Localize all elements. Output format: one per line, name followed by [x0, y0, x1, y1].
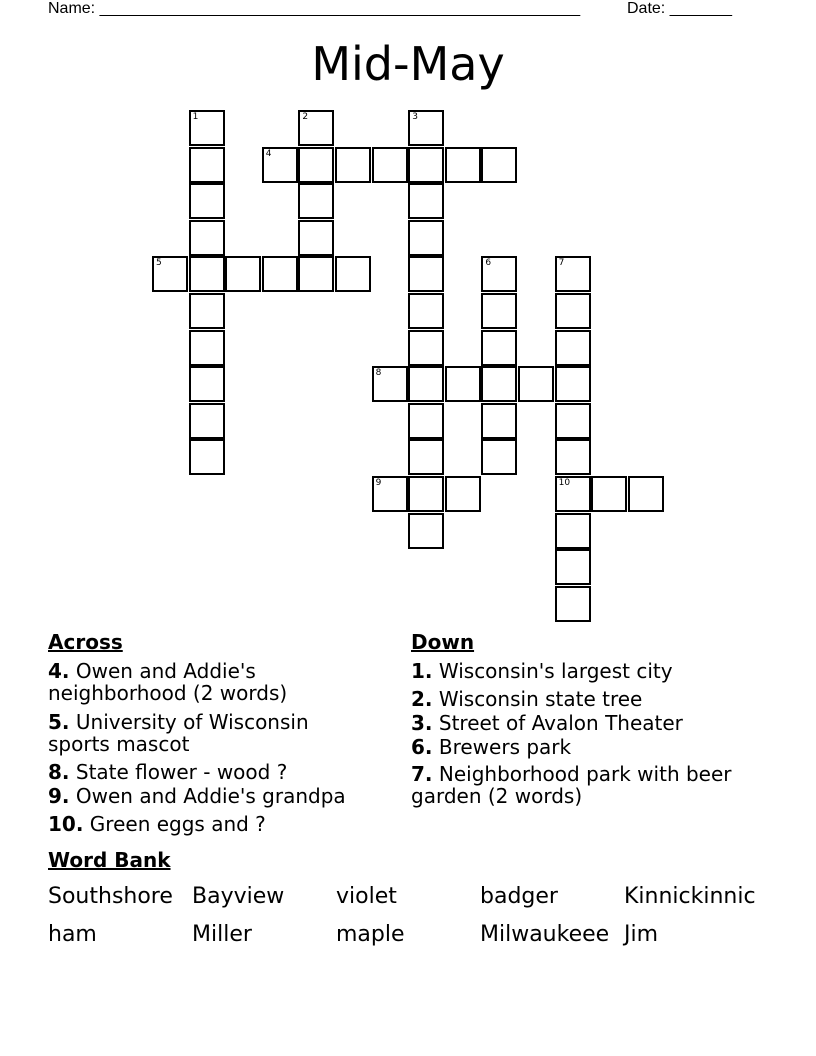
cell-number: 4 — [265, 148, 272, 159]
crossword-cell[interactable] — [189, 183, 225, 219]
word-bank-item: violet — [336, 884, 397, 909]
word-bank-item: badger — [480, 884, 558, 909]
down-clue-7 — [411, 763, 761, 807]
crossword-cell[interactable] — [408, 147, 444, 183]
page-title: Mid-May — [311, 37, 505, 91]
across-clue-10 — [48, 813, 368, 835]
clue-number: 3. — [411, 711, 433, 735]
crossword-cell[interactable] — [408, 330, 444, 366]
crossword-cell[interactable] — [481, 403, 517, 439]
down-clue-6 — [411, 736, 771, 758]
crossword-cell[interactable] — [481, 293, 517, 329]
crossword-cell[interactable] — [555, 256, 591, 292]
cell-number: 8 — [375, 368, 382, 379]
crossword-cell[interactable] — [335, 147, 371, 183]
crossword-cell[interactable] — [152, 256, 188, 292]
crossword-cell[interactable] — [298, 256, 334, 292]
crossword-cell[interactable] — [189, 330, 225, 366]
crossword-cell[interactable] — [262, 256, 298, 292]
crossword-cell[interactable] — [189, 293, 225, 329]
down-heading: Down — [411, 630, 475, 654]
word-bank-item: maple — [336, 922, 405, 947]
crossword-cell[interactable] — [408, 366, 444, 402]
clue-text: Brewers park — [438, 735, 572, 759]
cell-number: 10 — [558, 478, 571, 488]
crossword-cell[interactable] — [298, 110, 334, 146]
clue-number: 5. — [48, 710, 70, 734]
name-field-label: Name: ______________________________________________________ — [48, 0, 581, 17]
crossword-cell[interactable] — [408, 476, 444, 512]
across-heading: Across — [48, 630, 123, 654]
clue-text: Street of Avalon Theater — [438, 711, 683, 735]
clue-text: Neighborhood park with beer garden (2 words) — [411, 762, 732, 808]
word-bank-item: Bayview — [192, 884, 285, 909]
down-clue-2 — [411, 688, 771, 710]
crossword-cell[interactable] — [408, 220, 444, 256]
clue-number: 4. — [48, 659, 70, 683]
crossword-cell[interactable] — [372, 366, 408, 402]
down-clue-3 — [411, 712, 771, 734]
crossword-cell[interactable] — [189, 256, 225, 292]
crossword-cell[interactable] — [372, 147, 408, 183]
word-bank-item: Milwaukeee — [480, 922, 610, 947]
crossword-cell[interactable] — [298, 220, 334, 256]
crossword-cell[interactable] — [189, 147, 225, 183]
word-bank-heading: Word Bank — [48, 848, 171, 872]
cell-number: 9 — [375, 478, 382, 488]
clue-number: 1. — [411, 659, 433, 683]
crossword-cell[interactable] — [189, 220, 225, 256]
crossword-cell[interactable] — [189, 403, 225, 439]
word-bank-item: Southshore — [48, 884, 173, 909]
crossword-cell[interactable] — [408, 110, 444, 146]
crossword-cell[interactable] — [408, 293, 444, 329]
clue-text: State flower - wood ? — [75, 760, 288, 784]
word-bank-item: Jim — [624, 922, 659, 947]
crossword-cell[interactable] — [408, 403, 444, 439]
clue-number: 9. — [48, 784, 70, 808]
clue-text: Wisconsin state tree — [438, 687, 643, 711]
cell-number: 1 — [192, 112, 199, 122]
crossword-cell[interactable] — [372, 476, 408, 512]
crossword-cell[interactable] — [298, 183, 334, 219]
cell-number: 5 — [156, 258, 162, 269]
crossword-cell[interactable] — [481, 330, 517, 366]
crossword-cell[interactable] — [262, 147, 298, 183]
crossword-cell[interactable] — [555, 586, 591, 622]
clue-text: Owen and Addie's neighborhood (2 words) — [48, 659, 288, 705]
across-clue-4 — [48, 660, 338, 704]
crossword-cell[interactable] — [189, 110, 225, 146]
across-clue-8 — [48, 761, 368, 783]
across-clue-5 — [48, 711, 338, 755]
crossword-cell[interactable] — [335, 256, 371, 292]
crossword-cell[interactable] — [481, 366, 517, 402]
crossword-cell[interactable] — [408, 513, 444, 549]
crossword-cell[interactable] — [555, 366, 591, 402]
crossword-cell[interactable] — [189, 439, 225, 475]
down-clue-1 — [411, 660, 771, 682]
word-bank-item: Kinnickinnic — [624, 884, 756, 909]
crossword-cell[interactable] — [481, 256, 517, 292]
cell-number: 2 — [302, 112, 309, 122]
crossword-cell[interactable] — [555, 403, 591, 439]
clue-text: University of Wisconsin sports mascot — [48, 710, 309, 756]
clue-number: 7. — [411, 762, 433, 786]
crossword-cell[interactable] — [555, 549, 591, 585]
crossword-cell[interactable] — [591, 476, 627, 512]
clue-text: Wisconsin's largest city — [438, 659, 673, 683]
clue-text: Green eggs and ? — [89, 812, 266, 836]
clue-number: 6. — [411, 735, 433, 759]
crossword-cell[interactable] — [225, 256, 261, 292]
crossword-cell[interactable] — [555, 330, 591, 366]
crossword-cell[interactable] — [481, 147, 517, 183]
cell-number: 7 — [558, 258, 565, 269]
date-field-label: Date: _______ — [627, 0, 732, 17]
crossword-cell[interactable] — [408, 256, 444, 292]
crossword-cell[interactable] — [189, 366, 225, 402]
word-bank-item: ham — [48, 922, 97, 947]
clue-number: 10. — [48, 812, 84, 836]
clue-text: Owen and Addie's grandpa — [75, 784, 346, 808]
across-clue-9 — [48, 785, 388, 807]
crossword-cell[interactable] — [445, 147, 481, 183]
crossword-cell[interactable] — [481, 439, 517, 475]
clue-number: 2. — [411, 687, 433, 711]
crossword-cell[interactable] — [555, 439, 591, 475]
crossword-cell[interactable] — [298, 147, 334, 183]
cell-number: 3 — [412, 112, 418, 122]
crossword-cell[interactable] — [445, 366, 481, 402]
crossword-cell[interactable] — [445, 476, 481, 512]
crossword-cell[interactable] — [555, 476, 591, 512]
crossword-cell[interactable] — [555, 513, 591, 549]
crossword-cell[interactable] — [555, 293, 591, 329]
cell-number: 6 — [485, 258, 492, 269]
word-bank-item: Miller — [192, 922, 252, 947]
clue-number: 8. — [48, 760, 70, 784]
crossword-cell[interactable] — [518, 366, 554, 402]
crossword-cell[interactable] — [628, 476, 664, 512]
crossword-cell[interactable] — [408, 183, 444, 219]
crossword-cell[interactable] — [408, 439, 444, 475]
